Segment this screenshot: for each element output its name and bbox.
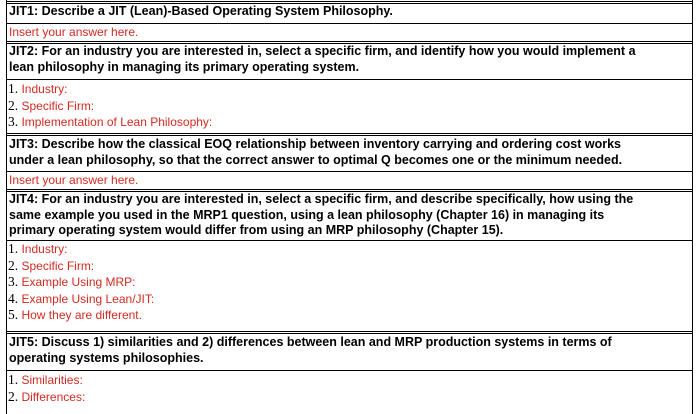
table-border: [7, 370, 692, 371]
list-item[interactable]: 2. Differences:: [8, 388, 86, 404]
jit2-answer-list[interactable]: [7, 81, 692, 131]
jit4-question: JIT4: For an industry you are interested in, select a specific firm, and describe specifically, how using the same example you used in the MRP1 question, using a lean philosophy (Chapter 16) in managing its primary operating system would differ from using an MRP philosophy (Chapter 15).: [9, 192, 634, 237]
jit5-answer-list[interactable]: [7, 372, 692, 405]
list-item[interactable]: 1. Industry:: [8, 241, 68, 256]
table-border: [7, 79, 692, 80]
jit1-question: JIT1: Describe a JIT (Lean)-Based Operating System Philosophy.: [9, 4, 393, 18]
table-border: [7, 23, 692, 24]
jit1-answer-field[interactable]: Insert your answer here.: [9, 25, 139, 39]
jit4-answer-list[interactable]: [7, 241, 692, 324]
list-item[interactable]: 1. Industry:: [8, 81, 68, 96]
table-border: [7, 133, 692, 136]
table-border: [7, 171, 692, 172]
list-item[interactable]: 3. Implementation of Lean Philosophy:: [8, 114, 213, 129]
jit2-question: JIT2: For an industry you are interested in, select a specific firm, and identify how you would implement a lean philosophy in managing its primary operating system.: [9, 44, 636, 74]
list-item[interactable]: 2. Specific Firm:: [8, 97, 95, 113]
jit3-answer-field[interactable]: Insert your answer here.: [9, 173, 139, 187]
jit5-question: JIT5: Discuss 1) similarities and 2) differences between lean and MRP production systems in terms of operating systems philosophies.: [9, 335, 612, 365]
table-border: [7, 331, 692, 334]
list-item[interactable]: 2. Specific Firm:: [8, 257, 95, 273]
list-item[interactable]: 3. Example Using MRP:: [8, 274, 136, 289]
worksheet-table: [6, 0, 693, 414]
list-item[interactable]: 4. Example Using Lean/JIT:: [8, 290, 155, 306]
jit3-question: JIT3: Describe how the classical EOQ relationship between inventory carrying and ordering cost works under a lean philosophy, so that the correct answer to optimal Q becomes one or the minimum needed.: [9, 137, 623, 167]
list-item[interactable]: 5. How they are different.: [8, 307, 142, 322]
list-item[interactable]: 1. Similarities:: [8, 372, 83, 387]
